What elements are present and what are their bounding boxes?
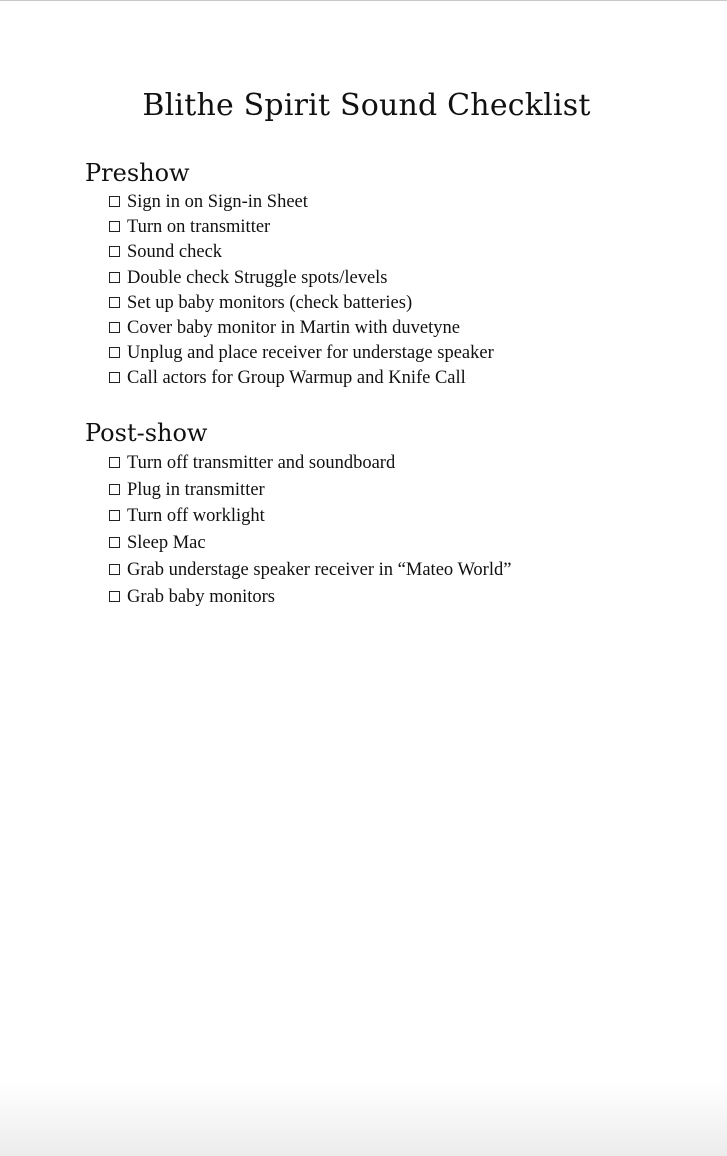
checklist-item-label: Grab baby monitors — [127, 586, 275, 607]
checkbox-icon[interactable] — [109, 564, 120, 575]
checklist-item — [109, 504, 705, 531]
checklist-item-label: Call actors for Group Warmup and Knife Call — [127, 368, 466, 389]
checkbox-icon[interactable] — [109, 196, 120, 207]
checklist-item — [109, 240, 705, 265]
checkbox-icon[interactable] — [109, 537, 120, 548]
checklist-item — [109, 266, 705, 291]
checklist-item-label: Turn on transmitter — [127, 217, 271, 238]
checklist-item — [109, 450, 705, 477]
checkbox-icon[interactable] — [109, 347, 120, 358]
checklist-postshow — [85, 450, 705, 611]
checklist-item — [109, 477, 705, 504]
checklist-item — [109, 316, 705, 341]
section-heading-preshow: Preshow — [85, 159, 190, 187]
checklist-item-label: Unplug and place receiver for understage speaker — [127, 343, 494, 364]
checklist-item-label: Cover baby monitor in Martin with duvetyne — [127, 318, 460, 339]
checklist-item-label: Set up baby monitors (check batteries) — [127, 292, 413, 313]
bottom-shadow — [0, 1081, 727, 1156]
document-title: Blithe Spirit Sound Checklist — [142, 88, 591, 123]
checklist-item-label: Sign in on Sign-in Sheet — [127, 192, 308, 213]
checklist-preshow — [85, 190, 705, 392]
checkbox-icon[interactable] — [109, 484, 120, 495]
checklist-item — [109, 291, 705, 316]
checkbox-icon[interactable] — [109, 272, 120, 283]
checklist-item-label: Sleep Mac — [127, 533, 206, 554]
checklist-item — [109, 366, 705, 391]
checklist-item — [109, 341, 705, 366]
checklist-item-label: Grab understage speaker receiver in “Mateo World” — [127, 560, 512, 581]
checkbox-icon[interactable] — [109, 246, 120, 257]
checklist-item — [109, 584, 705, 611]
checkbox-icon[interactable] — [109, 372, 120, 383]
checkbox-icon[interactable] — [109, 591, 120, 602]
checklist-item-label: Double check Struggle spots/levels — [127, 267, 388, 288]
checklist-item-label: Plug in transmitter — [127, 479, 265, 500]
checkbox-icon[interactable] — [109, 297, 120, 308]
checklist-item-label: Sound check — [127, 242, 223, 263]
checklist-item-label: Turn off worklight — [127, 506, 265, 527]
checklist-item — [109, 557, 705, 584]
section-preshow — [85, 158, 705, 392]
checklist-item — [109, 530, 705, 557]
checklist-item — [109, 215, 705, 240]
checkbox-icon[interactable] — [109, 221, 120, 232]
section-postshow — [85, 418, 705, 611]
checkbox-icon[interactable] — [109, 510, 120, 521]
section-heading-postshow: Post-show — [85, 419, 208, 447]
checklist-item-label: Turn off transmitter and soundboard — [127, 452, 396, 473]
checkbox-icon[interactable] — [109, 322, 120, 333]
checklist-item — [109, 190, 705, 215]
checkbox-icon[interactable] — [109, 457, 120, 468]
